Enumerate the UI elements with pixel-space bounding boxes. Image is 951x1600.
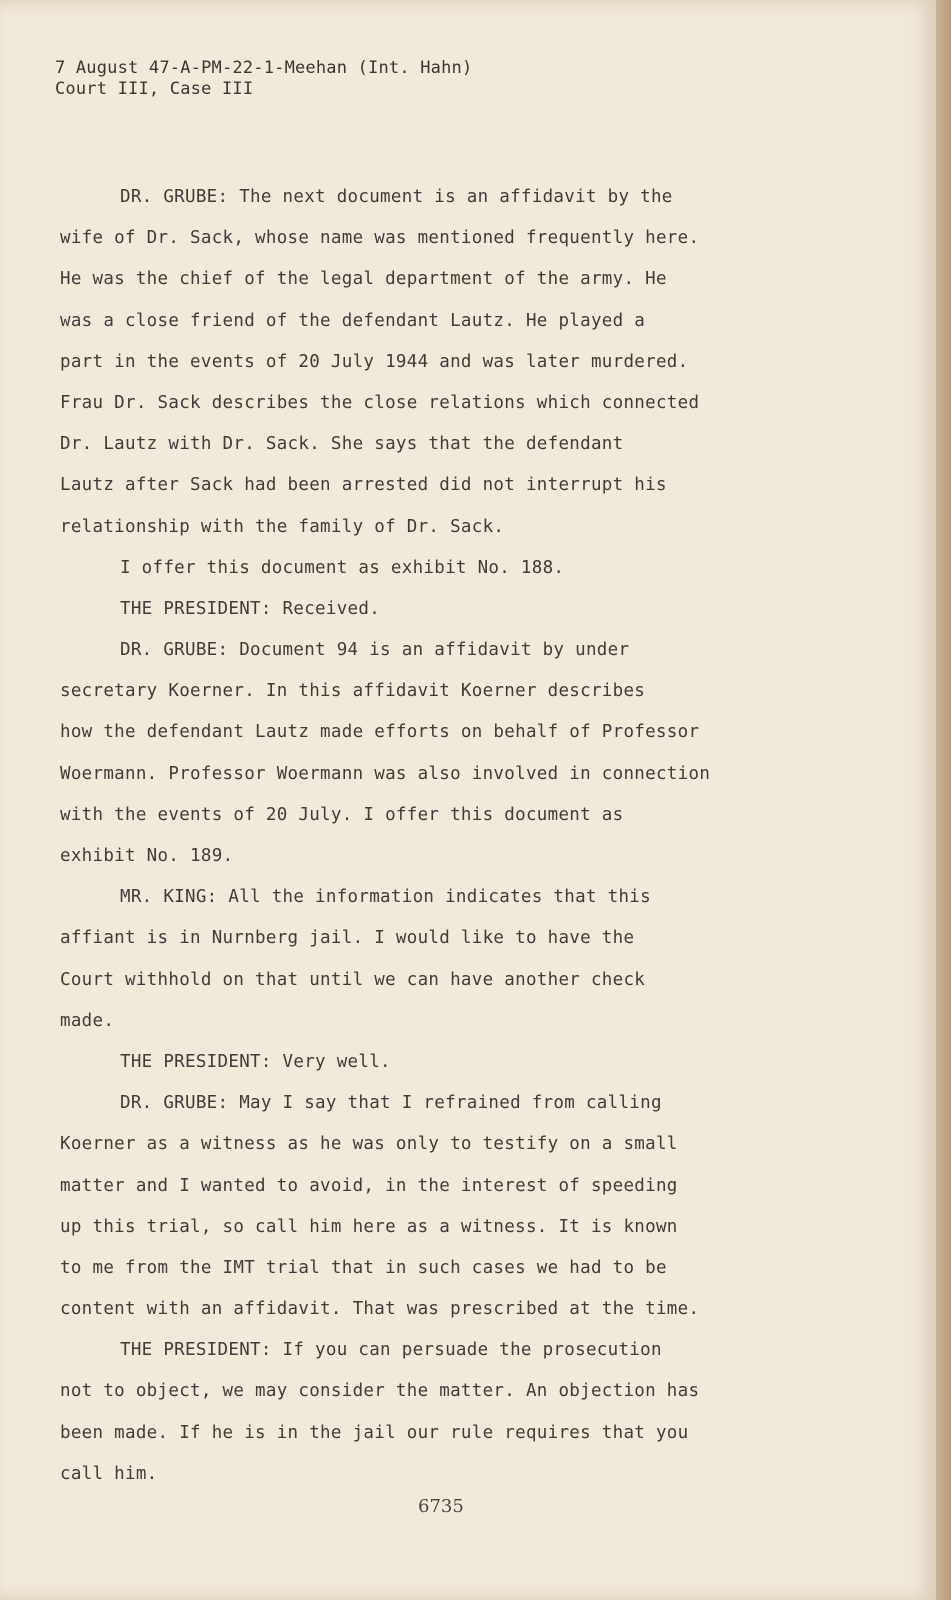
- transcript-line: up this trial, so call him here as a witness. It is known: [60, 1216, 678, 1237]
- transcript-line: wife of Dr. Sack, whose name was mentioned frequently here.: [60, 228, 700, 249]
- transcript-line: Frau Dr. Sack describes the close relations which connected: [60, 392, 700, 413]
- transcript-line: DR. GRUBE: The next document is an affidavit by the: [120, 187, 673, 207]
- transcript-line: Dr. Lautz with Dr. Sack. She says that the defendant: [60, 434, 624, 455]
- transcript-line: content with an affidavit. That was prescribed at the time.: [60, 1299, 700, 1320]
- transcript-line: THE PRESIDENT: Received.: [120, 598, 381, 619]
- transcript-line: THE PRESIDENT: If you can persuade the prosecution: [120, 1340, 662, 1361]
- header-court-line: Court III, Case III: [55, 79, 254, 99]
- transcript-line: He was the chief of the legal department of the army. He: [60, 269, 667, 290]
- header-session-line: 7 August 47-A-PM-22-1-Meehan (Int. Hahn): [55, 58, 473, 78]
- transcript-line: exhibit No. 189.: [60, 846, 234, 866]
- paper-edge: [936, 0, 951, 1600]
- transcript-line: was a close friend of the defendant Lautz. He played a: [60, 310, 646, 331]
- transcript-line: with the events of 20 July. I offer this document as: [60, 804, 624, 825]
- transcript-line: DR. GRUBE: May I say that I refrained from calling: [120, 1093, 662, 1114]
- transcript-line: to me from the IMT trial that in such cases we had to be: [60, 1257, 667, 1278]
- transcript-line: been made. If he is in the jail our rule requires that you: [60, 1422, 689, 1443]
- document-header: [55, 58, 472, 100]
- transcript-line: made.: [60, 1010, 115, 1031]
- transcript-line: Court withhold on that until we can have another check: [60, 969, 646, 990]
- transcript-line: I offer this document as exhibit No. 188.: [120, 557, 565, 578]
- transcript-line: MR. KING: All the information indicates that this: [120, 887, 651, 908]
- transcript-body: [60, 177, 890, 1495]
- page-number: 6735: [418, 1496, 464, 1517]
- transcript-line: how the defendant Lautz made efforts on behalf of Professor: [60, 722, 700, 743]
- transcript-line: call him.: [60, 1463, 158, 1484]
- transcript-line: part in the events of 20 July 1944 and was later murdered.: [60, 351, 689, 372]
- transcript-line: THE PRESIDENT: Very well.: [120, 1051, 391, 1072]
- transcript-line: affiant is in Nurnberg jail. I would like to have the: [60, 928, 635, 949]
- transcript-line: secretary Koerner. In this affidavit Koerner describes: [60, 681, 646, 702]
- transcript-line: Koerner as a witness as he was only to testify on a small: [60, 1134, 678, 1155]
- transcript-line: relationship with the family of Dr. Sack.: [60, 516, 505, 537]
- transcript-line: DR. GRUBE: Document 94 is an affidavit by under: [120, 640, 630, 661]
- transcript-line: matter and I wanted to avoid, in the interest of speeding: [60, 1175, 678, 1196]
- transcript-line: Lautz after Sack had been arrested did not interrupt his: [60, 475, 667, 496]
- transcript-line: Woermann. Professor Woermann was also involved in connection: [60, 763, 711, 784]
- transcript-line: not to object, we may consider the matter. An objection has: [60, 1381, 700, 1402]
